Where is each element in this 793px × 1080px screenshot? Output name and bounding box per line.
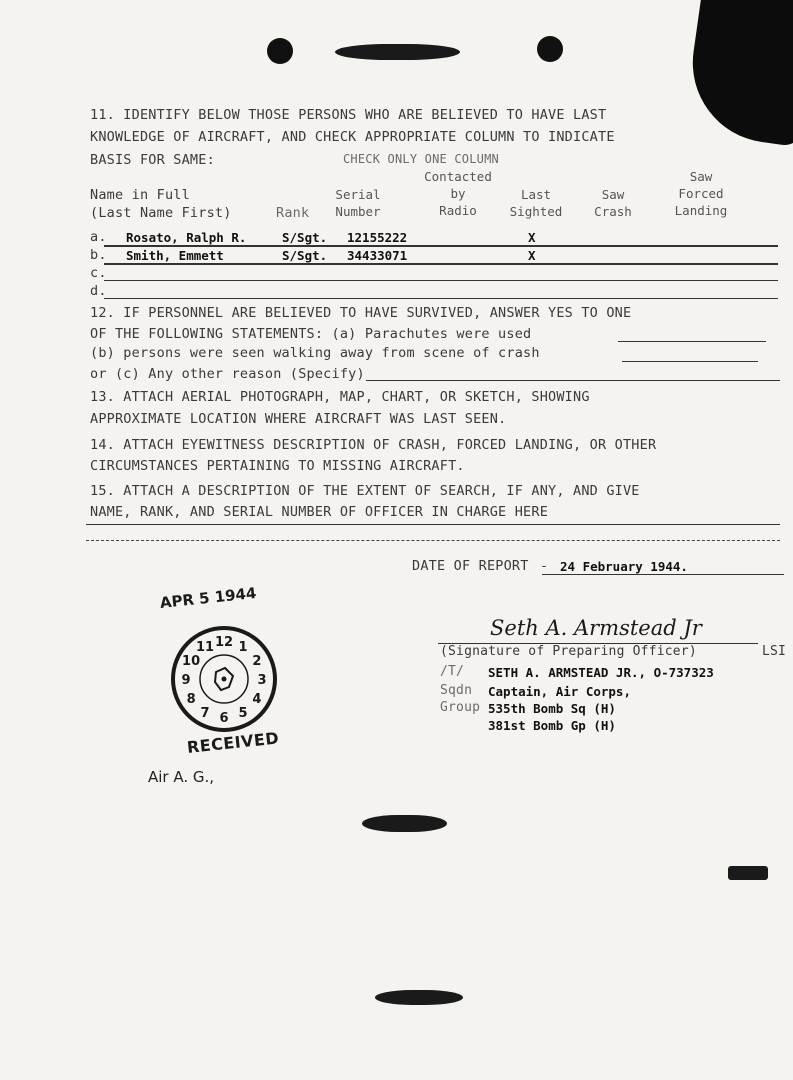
header-serial-line1: Serial (335, 187, 381, 202)
header-radio-line2: by (450, 186, 466, 201)
item14-line1: 14. ATTACH EYEWITNESS DESCRIPTION OF CRASH, FORCED LANDING, OR OTHER (90, 437, 657, 453)
row-a-last-sighted-mark: X (528, 230, 536, 245)
stamp-received: RECEIVED (186, 728, 280, 757)
punch-hole-right (537, 36, 563, 62)
torn-corner-shadow (682, 0, 793, 148)
row-d-line (104, 298, 778, 299)
stamp-clock-numeral: 9 (181, 673, 191, 688)
stamp-clock-numeral: 10 (182, 654, 201, 669)
item12-line2: OF THE FOLLOWING STATEMENTS: (a) Parachutes were used (90, 326, 532, 342)
item12-c-blank (366, 380, 780, 381)
row-c-line (104, 280, 778, 281)
item14-line2: CIRCUMSTANCES PERTAINING TO MISSING AIRCRAFT. (90, 458, 465, 474)
row-b-serial: 34433071 (347, 248, 408, 263)
item15-line-1 (86, 524, 780, 525)
header-forced-line2: Forced (678, 186, 724, 201)
row-b-rank: S/Sgt. (282, 248, 328, 263)
header-radio-line1: Contacted (424, 169, 492, 184)
header-crash-line1: Saw (601, 187, 625, 202)
row-b-last-sighted-mark: X (528, 248, 536, 263)
row-d-letter: d. (90, 283, 107, 299)
ink-blot-bottom (375, 990, 463, 1005)
ink-blot-right (728, 866, 768, 880)
handwritten-signature: Seth A. Armstead Jr (490, 616, 702, 640)
item15-line2: NAME, RANK, AND SERIAL NUMBER OF OFFICER IN CHARGE HERE (90, 504, 549, 520)
report-date-label: DATE OF REPORT (412, 558, 529, 574)
stamp-clock-numeral: 2 (252, 654, 262, 669)
item12-line4: or (c) Any other reason (Specify) (90, 366, 365, 382)
officer-squadron: 535th Bomb Sq (H) (488, 701, 616, 716)
item12-line3: (b) persons were seen walking away from scene of crash (90, 345, 540, 361)
signature-caption: (Signature of Preparing Officer) (440, 644, 697, 659)
header-last-line1: Last (520, 187, 552, 202)
header-forced-line1: Saw (689, 169, 713, 184)
punch-hole-left (267, 38, 293, 64)
header-radio-line3: Radio (439, 203, 477, 218)
report-date-dash: - (540, 558, 549, 574)
check-one-note: CHECK ONLY ONE COLUMN (343, 152, 499, 166)
officer-rank: Captain, Air Corps, (488, 684, 631, 699)
ink-blot-top (335, 44, 460, 60)
header-rank: Rank (276, 205, 310, 221)
row-a-serial: 12155222 (347, 230, 408, 245)
stamp-clock-numeral: 8 (186, 692, 196, 707)
report-date-line (542, 574, 784, 575)
item15-line1: 15. ATTACH A DESCRIPTION OF THE EXTENT OF SEARCH, IF ANY, AND GIVE (90, 483, 640, 499)
header-crash-line2: Crash (594, 204, 632, 219)
item11-line1: 11. IDENTIFY BELOW THOSE PERSONS WHO ARE BELIEVED TO HAVE LAST (90, 107, 607, 123)
report-date-value: 24 February 1944. (560, 559, 688, 574)
item15-line-2 (86, 540, 780, 541)
sqdn-label: Sqdn (440, 683, 473, 698)
item11-line2: KNOWLEDGE OF AIRCRAFT, AND CHECK APPROPRIATE COLUMN TO INDICATE (90, 129, 615, 145)
officer-group: 381st Bomb Gp (H) (488, 718, 616, 733)
stamp-clock-numeral: 6 (219, 711, 229, 726)
stamp-clock-numeral: 7 (200, 705, 210, 721)
header-name: Name in Full (90, 187, 190, 203)
stamp-clock (169, 624, 279, 734)
header-name-sub: (Last Name First) (90, 205, 232, 221)
stamp-clock-center (222, 677, 227, 682)
stamp-date: APR 5 1944 (159, 583, 258, 612)
row-b-letter: b. (90, 247, 107, 263)
stamp-office: Air A. G., (148, 768, 215, 786)
item13-line2: APPROXIMATE LOCATION WHERE AIRCRAFT WAS LAST SEEN. (90, 411, 507, 427)
stamp-clock-numeral: 11 (195, 640, 215, 656)
ink-blot-middle (362, 815, 447, 832)
stamp-clock-numeral: 5 (238, 705, 248, 721)
row-b-name: Smith, Emmett (126, 248, 224, 263)
stamp-clock-numeral: 3 (257, 673, 267, 688)
row-a-name: Rosato, Ralph R. (126, 230, 247, 245)
header-last-sighted (496, 186, 576, 220)
header-forced-line3: Landing (674, 203, 728, 218)
typed-label: /T/ (440, 664, 465, 679)
item12-line1: 12. IF PERSONNEL ARE BELIEVED TO HAVE SURVIVED, ANSWER YES TO ONE (90, 305, 632, 321)
row-c-letter: c. (90, 265, 107, 281)
row-b-line (104, 263, 778, 265)
row-a-letter: a. (90, 229, 107, 245)
row-a-rank: S/Sgt. (282, 230, 328, 245)
typed-name: SETH A. ARMSTEAD JR., O-737323 (488, 665, 714, 680)
item12-b-blank (622, 361, 758, 362)
item11-line3: BASIS FOR SAME: (90, 152, 215, 168)
stamp-clock-numeral: 1 (238, 640, 248, 656)
header-saw-forced-landing (658, 168, 744, 219)
header-last-line2: Sighted (509, 204, 563, 219)
header-radio (420, 168, 496, 219)
stamp-clock-numeral: 12 (214, 635, 234, 650)
header-serial (328, 186, 388, 220)
item12-a-blank (618, 341, 766, 342)
header-serial-line2: Number (335, 204, 381, 219)
signature-caption-suffix: LSI (762, 644, 787, 659)
group-label: Group (440, 700, 481, 715)
stamp-clock-numeral: 4 (252, 692, 262, 707)
header-saw-crash (578, 186, 648, 220)
item13-line1: 13. ATTACH AERIAL PHOTOGRAPH, MAP, CHART, OR SKETCH, SHOWING (90, 389, 590, 405)
row-a-line (104, 245, 778, 247)
